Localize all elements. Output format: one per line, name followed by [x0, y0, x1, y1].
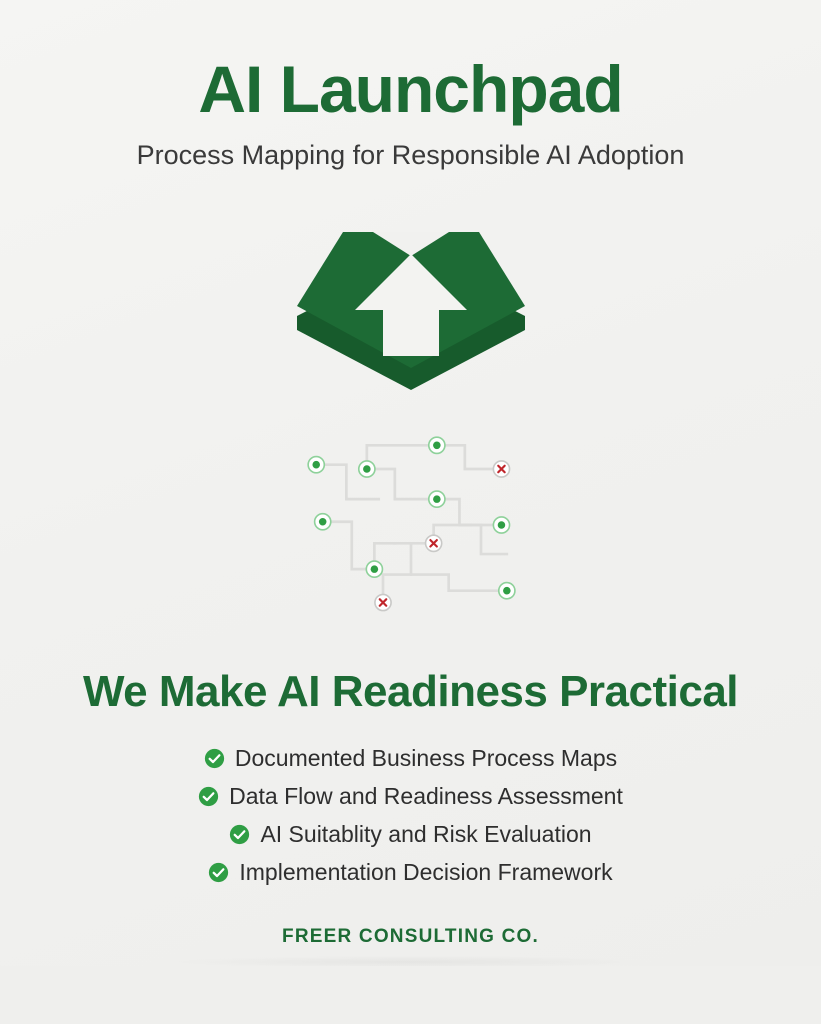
bottom-strip — [0, 966, 821, 1024]
list-item-label: Documented Business Process Maps — [234, 745, 618, 771]
page-subtitle: Process Mapping for Responsible AI Adoption — [136, 140, 685, 170]
check-circle-icon — [229, 824, 250, 845]
diagram-container — [161, 413, 661, 623]
list-item-label: Implementation Decision Framework — [239, 859, 613, 885]
error-node-icon — [374, 594, 390, 610]
benefits-list — [0, 745, 821, 886]
list-item — [208, 859, 612, 886]
error-node-icon — [493, 461, 509, 477]
list-item — [198, 783, 623, 810]
list-item — [204, 745, 617, 772]
check-circle-icon — [198, 786, 219, 807]
company-name: FREER CONSULTING CO. — [282, 926, 539, 947]
process-flow-network-icon — [161, 413, 661, 623]
check-circle-icon — [208, 862, 229, 883]
page-title: AI Launchpad — [198, 52, 623, 126]
emblem-container — [261, 215, 561, 395]
list-item — [229, 821, 591, 848]
headline: We Make AI Readiness Practical — [82, 667, 739, 716]
error-node-icon — [425, 535, 441, 551]
check-circle-icon — [204, 748, 225, 769]
upward-arrow-launchpad-icon — [281, 218, 541, 393]
list-item-label: Data Flow and Readiness Assessment — [229, 783, 623, 809]
list-item-label: AI Suitablity and Risk Evaluation — [260, 821, 592, 847]
